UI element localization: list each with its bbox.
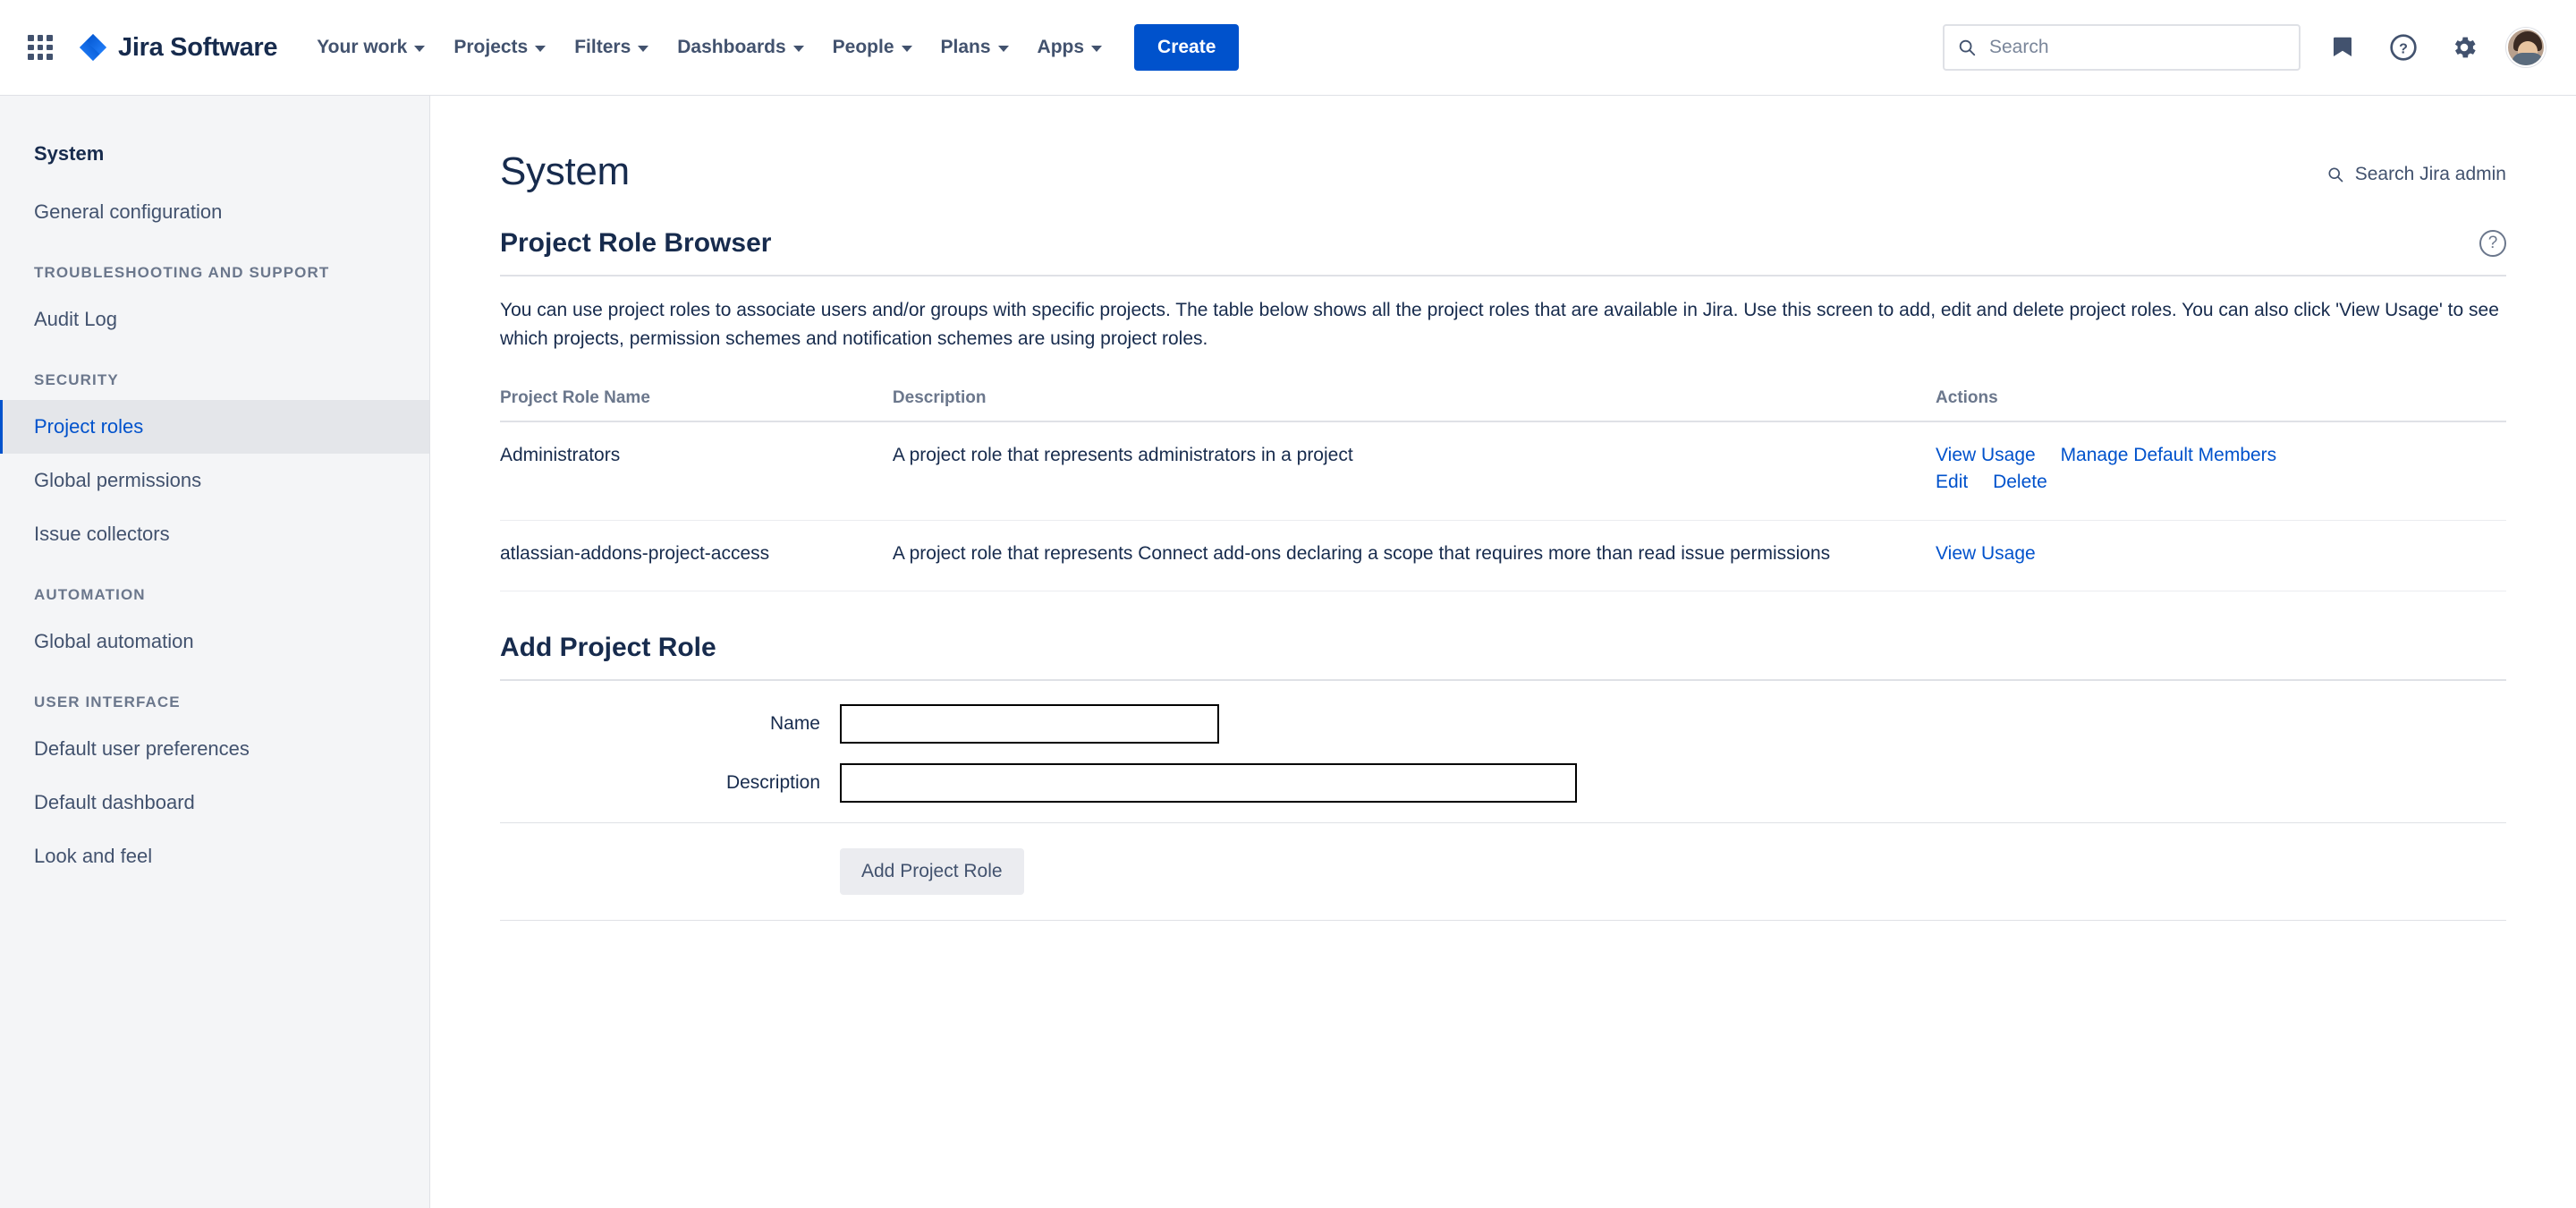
name-input[interactable] <box>840 704 1219 744</box>
search-input[interactable] <box>1987 36 2286 59</box>
column-header-description: Description <box>893 378 1936 421</box>
form-row-name <box>500 704 2506 744</box>
nav-item-label: Your work <box>317 37 408 57</box>
jira-brand-logo[interactable] <box>79 33 277 63</box>
sidebar-item-look-and-feel[interactable]: Look and feel <box>34 845 153 867</box>
chevron-down-icon <box>1091 46 1102 52</box>
search-jira-admin-label: Search Jira admin <box>2354 164 2506 184</box>
sidebar-item-general-configuration[interactable]: General configuration <box>34 200 223 223</box>
nav-item-label: Plans <box>940 37 991 57</box>
form-footer <box>500 822 2506 895</box>
role-name-cell: Administrators <box>500 421 893 520</box>
column-header-actions: Actions <box>1936 378 2506 421</box>
svg-text:?: ? <box>2399 41 2408 57</box>
role-description-cell: A project role that represents Connect add-ons declaring a scope that requires more than read issue permissions <box>893 520 1936 591</box>
avatar-body <box>2512 53 2544 65</box>
role-actions-cell <box>1936 421 2506 520</box>
create-button[interactable]: Create <box>1134 24 1239 71</box>
top-nav-right-controls <box>1943 24 2546 71</box>
avatar[interactable] <box>2506 28 2546 67</box>
chevron-down-icon <box>998 46 1009 52</box>
nav-item-label: Dashboards <box>677 37 786 57</box>
project-roles-table <box>500 378 2506 591</box>
nav-item-label: Filters <box>574 37 631 57</box>
page-title: System <box>500 149 630 193</box>
help-icon[interactable] <box>2385 29 2422 66</box>
nav-item-label: People <box>832 37 894 57</box>
view-usage-link[interactable]: View Usage <box>1936 542 2036 564</box>
role-name-cell: atlassian-addons-project-access <box>500 520 893 591</box>
edit-link[interactable]: Edit <box>1936 472 1969 493</box>
gear-icon[interactable] <box>2445 29 2483 66</box>
role-description-cell: A project role that represents administrators in a project <box>893 421 1936 520</box>
sidebar-item-global-permissions[interactable]: Global permissions <box>34 469 202 491</box>
nav-item-people[interactable] <box>820 28 925 67</box>
description-label: Description <box>725 772 820 794</box>
view-usage-link[interactable]: View Usage <box>1936 445 2036 465</box>
search-jira-admin-button[interactable] <box>2326 164 2506 185</box>
nav-item-plans[interactable] <box>928 28 1021 67</box>
nav-item-label: Projects <box>453 37 529 57</box>
table-header <box>500 378 2506 421</box>
jira-logo-icon <box>79 33 107 62</box>
chevron-down-icon <box>902 46 912 52</box>
sidebar-title: System <box>34 142 105 165</box>
main-nav-items <box>304 24 1239 71</box>
sidebar-item-issue-collectors[interactable]: Issue collectors <box>34 523 170 545</box>
brand-name: Jira Software <box>118 32 278 62</box>
section-header <box>500 228 2506 259</box>
sidebar-heading-user-interface: USER INTERFACE <box>34 693 181 710</box>
nav-item-dashboards[interactable] <box>665 28 816 67</box>
intro-text: You can use project roles to associate users and/or groups with specific projects. The table below shows all the project roles that are available in Jira. Use this screen to add, edit and delete project roles. You can also click 'View Usage' to see which projects, permission schemes and notification schemes are using project roles. <box>500 300 2499 349</box>
notifications-icon[interactable] <box>2324 29 2361 66</box>
page-layout <box>0 96 2576 1208</box>
add-project-role-form <box>500 704 2506 803</box>
nav-item-filters[interactable] <box>562 28 661 67</box>
name-label: Name <box>769 713 820 735</box>
page-header <box>500 149 2506 194</box>
sidebar-heading-troubleshooting: TROUBLESHOOTING AND SUPPORT <box>34 264 330 281</box>
top-navigation-bar <box>0 0 2576 96</box>
admin-sidebar <box>0 96 430 1208</box>
chevron-down-icon <box>535 46 546 52</box>
role-actions-cell <box>1936 520 2506 591</box>
chevron-down-icon <box>638 46 648 52</box>
nav-item-apps[interactable] <box>1025 28 1115 67</box>
sidebar-item-default-user-preferences[interactable]: Default user preferences <box>34 737 250 760</box>
chevron-down-icon <box>793 46 804 52</box>
bottom-divider <box>500 920 2506 921</box>
table-row <box>500 421 2506 520</box>
nav-item-your-work[interactable] <box>304 28 437 67</box>
app-switcher-icon[interactable] <box>25 32 55 63</box>
section-title: Project Role Browser <box>500 228 772 258</box>
help-icon[interactable]: ? <box>2479 230 2506 257</box>
table-header-row <box>500 378 2506 421</box>
search-icon <box>2326 166 2344 183</box>
nav-item-projects[interactable] <box>441 28 558 67</box>
table-row <box>500 520 2506 591</box>
chevron-down-icon <box>414 46 425 52</box>
sidebar-heading-security: SECURITY <box>34 371 119 388</box>
sidebar-heading-automation: AUTOMATION <box>34 586 146 603</box>
table-body <box>500 421 2506 591</box>
form-divider <box>500 679 2506 681</box>
manage-default-members-link[interactable]: Manage Default Members <box>2060 445 2277 465</box>
column-header-project-role-name: Project Role Name <box>500 378 893 421</box>
nav-item-label: Apps <box>1037 37 1085 57</box>
search-icon <box>1957 38 1977 57</box>
sidebar-item-global-automation[interactable]: Global automation <box>34 630 194 652</box>
delete-link[interactable]: Delete <box>1993 472 2047 493</box>
sidebar-item-default-dashboard[interactable]: Default dashboard <box>34 791 195 813</box>
main-content <box>430 96 2576 1208</box>
form-row-description <box>500 763 2506 803</box>
description-input[interactable] <box>840 763 1577 803</box>
add-project-role-button[interactable]: Add Project Role <box>840 848 1024 895</box>
add-project-role-title: Add Project Role <box>500 633 716 663</box>
sidebar-item-project-roles[interactable]: Project roles <box>0 400 429 454</box>
section-divider <box>500 275 2506 276</box>
sidebar-item-audit-log[interactable]: Audit Log <box>34 308 117 330</box>
global-search-box[interactable] <box>1943 24 2301 71</box>
